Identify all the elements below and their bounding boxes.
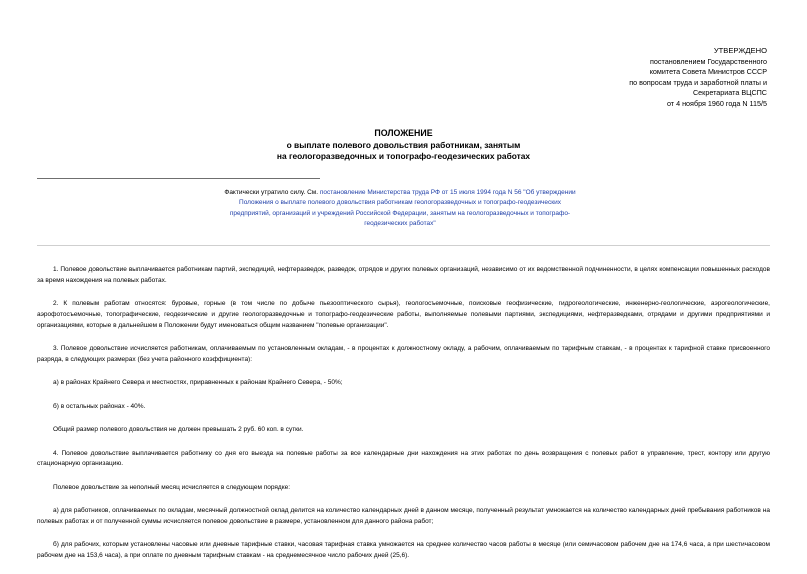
title-heading: ПОЛОЖЕНИЕ — [374, 128, 433, 138]
notice-link[interactable]: постановление Министерства труда РФ от 15 июля 1994 года N 56 "Об утверждении Положения о выплате полевого довольствия работникам геологоразведочных и топографо-геодезических предприятий, организаций и учреждений Российской Федерации, занятым на геологоразведочных и топографо-геодезических работах" — [229, 189, 576, 228]
approval-date-line: от 4 ноября 1960 года N 115/5 — [666, 98, 767, 108]
paragraph-4a: а) для работников, оплачиваемых по окладам, месячный должностной оклад делится на количество календарных дней в данном месяце, полученный результат умножается на количество календарных дней пребывания работников на полевых работах и от полученной суммы исчисляется полевое довольствие в размере, установленном для данного района работ; — [37, 507, 770, 525]
approval-line: по вопросам труда и заработной платы и — [629, 77, 767, 87]
notice-prefix: Фактически утратило силу. См. — [224, 189, 320, 196]
approval-line: постановлением Государственного — [650, 56, 767, 66]
paragraph-3a: а) в районах Крайнего Севера и местностях, приравненных к районам Крайнего Севера, - 50%; — [53, 379, 343, 387]
document-title — [0, 128, 807, 163]
paragraph-1: 1. Полевое довольствие выплачивается работникам партий, экспедиций, нефтеразведок, разведок, отрядов и других полевых организаций, независимо от их ведомственной подчиненности, в целях компенсации повышенных расходов за время нахождения на полевых работах. — [37, 266, 770, 284]
divider-top — [37, 178, 320, 179]
approval-line: комитета Совета Министров СССР — [649, 67, 767, 77]
paragraph-partial-month: Полевое довольствие за неполный месяц исчисляется в следующем порядке: — [53, 483, 291, 491]
approval-line: Секретариата ВЦСПС — [692, 88, 767, 98]
approval-block — [507, 46, 767, 110]
paragraph-3: 3. Полевое довольствие исчисляется работникам, оплачиваемым по установленным окладам, - в процентах к должностному окладу, а рабочим, оплачиваемым по тарифным ставкам, - в процентах к тарифной ставке присвоенного разряда, в следующих размерах (без учета районного коэффициента): — [37, 345, 770, 363]
status-notice — [220, 188, 580, 230]
title-line-1: о выплате полевого довольствия работникам, занятым — [286, 139, 521, 150]
title-line-2: на геологоразведочных и топографо-геодезических работах — [276, 151, 531, 162]
paragraph-total: Общий размер полевого довольствия не должен превышать 2 руб. 60 коп. в сутки. — [53, 426, 304, 434]
paragraph-3b: б) в остальных районах - 40%. — [53, 402, 146, 410]
paragraph-2: 2. К полевым работам относятся: буровые, горные (в том числе по добыче пьезооптического сырья), геологосъемочные, поисковые геофизические, гидрогеологические, инженерно-геологические, аэрогеологические, аэрофотосъемочные, топографические, геодезические и другие геологоразведочные и топографо-геодезические работы, выполняемые полевыми партиями, экспедициями, нефтеразведками, отрядами и другими предприятиями и организациями, которые в дальнейшем в Положении будут именоваться общим названием "полевые организации". — [37, 300, 770, 329]
document-body — [37, 265, 770, 574]
approval-heading: УТВЕРЖДЕНО — [713, 46, 767, 55]
paragraph-4b: б) для рабочих, которым установлены часовые или дневные тарифные ставки, часовая тарифная ставка умножается на среднее количество часов работы в месяце (или семичасовом рабочем дне на 174,6 часа, а при шестичасовом рабочем дне на 153,6 часа), а при оплате по дневным тарифным ставкам - на среднемесячное число рабочих дней (25,6). — [37, 541, 770, 560]
divider-bottom — [37, 245, 770, 246]
paragraph-4: 4. Полевое довольствие выплачивается работнику со дня его выезда на полевые работы за все календарные дни нахождения на этих работах по день возвращения с полевых работ в управление, трест, контору или другую стационарную организацию. — [37, 449, 770, 468]
